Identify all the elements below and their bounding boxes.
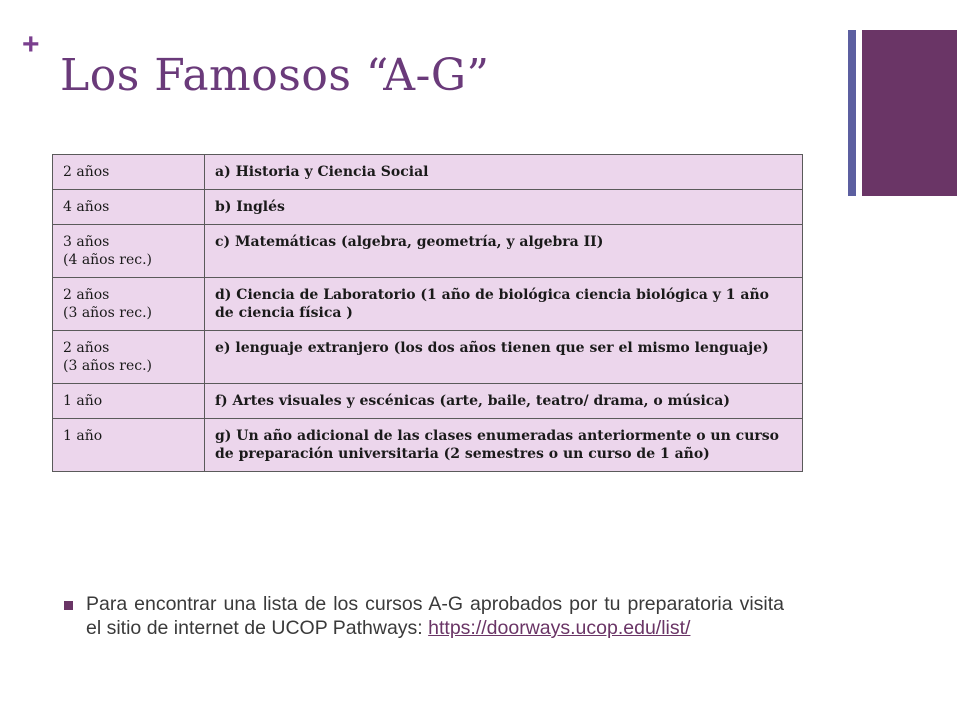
table-row [53,225,803,278]
table-row [53,278,803,331]
years-label: 2 años [63,164,110,180]
subject-cell [205,225,803,278]
subject-cell [205,155,803,190]
subject-label: ) Historia y Ciencia Social [224,164,429,180]
subject-letter: e [215,340,224,356]
years-recommended-label: (3 años rec.) [63,305,152,321]
table-body [53,155,803,472]
subject-label: ) Matemáticas (algebra, geometría, y algebra II) [223,234,604,250]
years-recommended-label: (4 años rec.) [63,252,152,268]
years-cell [53,419,205,472]
years-label: 1 año [63,393,103,409]
subject-cell [205,419,803,472]
years-label: 2 años [63,287,110,303]
years-cell [53,384,205,419]
slide-title: Los Famosos “A-G” [60,50,490,101]
subject-label: ) Ciencia de Laboratorio (1 año de biológica ciencia biológica y 1 año de ciencia física ) [215,287,769,321]
years-label: 3 años [63,234,110,250]
years-recommended-label: (3 años rec.) [63,358,152,374]
bullet-text: Para encontrar una lista de los cursos A-G aprobados por tu preparatoria visita el sitio de internet de UCOP Pathways: [86,593,784,639]
years-label: 2 años [63,340,110,356]
table-row [53,190,803,225]
years-cell [53,278,205,331]
years-label: 4 años [63,199,110,215]
subject-letter: b [215,199,225,215]
subject-cell [205,384,803,419]
table-row [53,331,803,384]
subject-cell [205,278,803,331]
bullet-item [64,592,784,640]
years-label: 1 año [63,428,103,444]
subject-letter: a [215,164,225,180]
subject-letter: f [215,393,222,409]
bullet-marker [64,601,73,610]
table-row [53,419,803,472]
accent-bar-thick [862,30,957,196]
subject-cell [205,331,803,384]
subject-letter: c [215,234,224,250]
accent-bar-thin [848,30,856,196]
subject-cell [205,190,803,225]
subject-label: ) Inglés [224,199,285,215]
years-cell [53,190,205,225]
ucop-pathways-link[interactable]: https://doorways.ucop.edu/list/ [428,617,691,639]
years-cell [53,331,205,384]
subject-label: ) Artes visuales y escénicas (arte, baile, teatro/ drama, o música) [221,393,730,409]
table-row [53,384,803,419]
ag-requirements-table [52,154,803,472]
subject-label: ) lenguaje extranjero (los dos años tienen que ser el mismo lenguaje) [223,340,769,356]
subject-label: ) Un año adicional de las clases enumeradas anteriormente o un curso de preparación universitaria (2 semestres o un curso de 1 año) [215,428,779,462]
years-cell [53,155,205,190]
subject-letter: d [215,287,225,303]
subject-letter: g [215,428,225,444]
plus-decoration: + [22,28,40,61]
bullet-list [64,592,784,640]
table-row [53,155,803,190]
years-cell [53,225,205,278]
